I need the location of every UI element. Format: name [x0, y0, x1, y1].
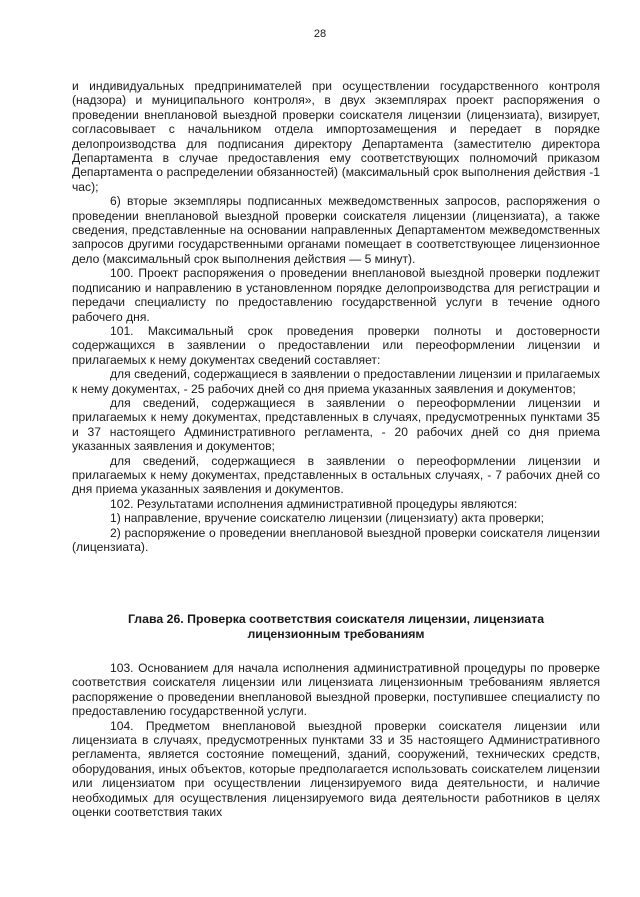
- paragraph: 1) направление, вручение соискателю лицензии (лицензиату) акта проверки;: [110, 511, 544, 526]
- paragraph: 103. Основанием для начала исполнения административной процедуры по проверке соответствия соискателя лицензии или лицензиата лицензионным требованиям является распоряжение о проведении внеплановой выездной проверки, поступившее специалисту по предоставлению государственной услуги.: [72, 661, 600, 719]
- chapter-heading-line-2: лицензионным требованиям: [247, 627, 425, 641]
- paragraph: 101. Максимальный срок проведения проверки полноты и достоверности содержащихся в заявлении о предоставлении или переоформлении лицензии и прилагаемых к нему документах сведений составляет:: [72, 323, 600, 367]
- paragraph: 6) вторые экземпляры подписанных межведомственных запросов, распоряжения о проведении внеплановой выездной проверки соискателя лицензии (лицензиата), а также сведения, представленные на основании направленных Департаментом межведомственных запросов другими государственными органами помещает в соответствующее лицензионное дело (максимальный срок выполнения действия — 5 минут).: [72, 194, 600, 266]
- paragraph: 100. Проект распоряжения о проведении внеплановой выездной проверки подлежит подписанию и направлению в установленном порядке делопроизводства для регистрации и передачи специалисту по предоставлению государственной услуги в течение одного рабочего дня.: [72, 266, 600, 324]
- body-text-before-heading: [72, 79, 600, 554]
- paragraph: 104. Предметом внеплановой выездной проверки соискателя лицензии или лицензиата в случаях, предусмотренных пунктами 33 и 35 настоящего Административного регламента, является состояние помещений, зданий, сооружений, технических средств, оборудования, иных объектов, которые предполагается использовать соискателем лицензии или лицензиатом при осуществлении лицензируемого вида деятельности, и наличие необходимых для осуществления лицензируемого вида деятельности работников в целях оценки соответствия таких: [72, 718, 600, 820]
- paragraph: для сведений, содержащиеся в заявлении о переоформлении лицензии и прилагаемых к нему документах, представленных в случаях, предусмотренных пунктами 35 и 37 настоящего Административного регламента, - 20 рабочих дней со дня приема указанных заявления и документов;: [72, 395, 600, 454]
- paragraph: и индивидуальных предпринимателей при осуществлении государственного контроля (надзора) и муниципального контроля», в двух экземплярах проект распоряжения о проведении внеплановой выездной проверки соискателя лицензии (лицензиата), визирует, согласовывает с начальником отдела импортозамещения и передает в порядке делопроизводства для подписания директору Департамента (заместителю директора Департамента в случае предоставления ему соответствующих полномочий приказом Департамента о распределении обязанностей) (максимальный срок выполнения действия -1 час);: [72, 79, 600, 194]
- paragraph: 102. Результатами исполнения административной процедуры являются:: [110, 496, 518, 511]
- paragraph: для сведений, содержащиеся в заявлении о переоформлении лицензии и прилагаемых к нему документах, представленных в остальных случаях, - 7 рабочих дней со дня приема указанных заявления и документов.: [72, 453, 600, 497]
- paragraph: 2) распоряжение о проведении внеплановой выездной проверки соискателя лицензии (лицензиата).: [72, 525, 600, 554]
- body-text-after-heading: [72, 661, 600, 819]
- chapter-heading-line-1: Глава 26. Проверка соответствия соискателя лицензии, лицензиата: [127, 612, 545, 626]
- paragraph: для сведений, содержащиеся в заявлении о предоставлении лицензии и прилагаемых к нему документах, - 25 рабочих дней со дня приема указанных заявления и документов;: [72, 367, 600, 396]
- chapter-heading: [72, 612, 600, 642]
- page-number: 28: [313, 28, 327, 40]
